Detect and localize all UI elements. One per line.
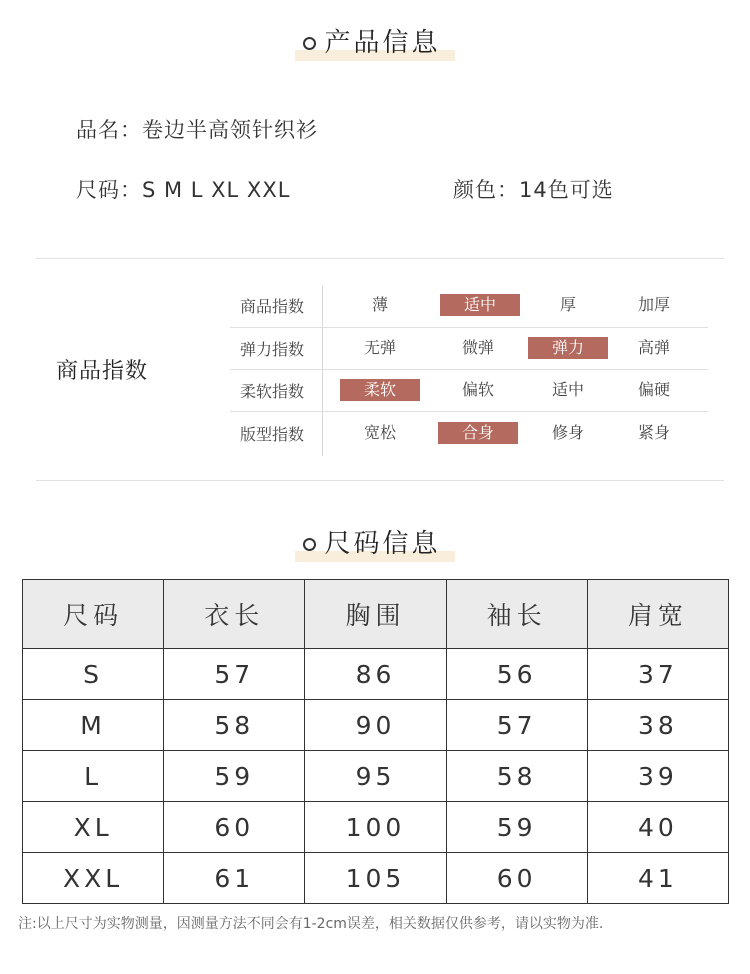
table-cell: 37 — [587, 649, 728, 700]
table-row — [23, 649, 729, 700]
index-option: 偏硬 — [637, 380, 670, 399]
product-info-heading — [0, 22, 750, 59]
index-row-label: 弹力指数 — [240, 340, 305, 359]
product-color-line — [453, 174, 614, 204]
table-cell: 39 — [587, 751, 728, 802]
index-option-selected: 弹力 — [528, 337, 608, 359]
table-row — [23, 802, 729, 853]
table-cell: 58 — [164, 700, 305, 751]
size-table-header: 肩宽 — [587, 580, 728, 649]
index-row-label: 商品指数 — [240, 297, 305, 316]
divider-top — [36, 258, 724, 259]
table-cell: S — [23, 649, 164, 700]
table-cell: 56 — [446, 649, 587, 700]
index-option: 薄 — [371, 295, 388, 314]
index-option: 微弹 — [461, 338, 494, 357]
size-table-header: 衣长 — [164, 580, 305, 649]
index-option: 无弹 — [363, 338, 396, 357]
product-size-label: 尺码： — [76, 178, 142, 202]
circle-icon — [303, 538, 316, 551]
table-cell: 60 — [446, 853, 587, 904]
index-row — [230, 284, 708, 326]
index-section-title: 商品指数 — [56, 359, 149, 384]
index-row — [230, 327, 708, 369]
table-cell: 105 — [305, 853, 446, 904]
size-table-header: 袖长 — [446, 580, 587, 649]
index-row-label: 柔软指数 — [240, 382, 305, 401]
table-cell: 38 — [587, 700, 728, 751]
product-color-value: 14色可选 — [519, 178, 614, 202]
table-cell: 90 — [305, 700, 446, 751]
product-size-line — [76, 174, 290, 204]
product-name-value: 卷边半高领针织衫 — [142, 118, 318, 142]
table-cell: 40 — [587, 802, 728, 853]
divider-bottom — [36, 480, 724, 481]
index-option: 加厚 — [637, 295, 670, 314]
index-option-selected: 合身 — [438, 422, 518, 444]
table-cell: L — [23, 751, 164, 802]
size-info-heading — [0, 523, 750, 560]
table-row — [23, 700, 729, 751]
table-row — [23, 853, 729, 904]
product-name-line — [76, 114, 318, 144]
product-name-label: 品名： — [76, 118, 142, 142]
measurement-note: 注:以上尺寸为实物测量，因测量方法不同会有1-2cm误差，相关数据仅供参考，请以实物为准. — [18, 916, 604, 932]
product-color-label: 颜色： — [453, 178, 519, 202]
circle-icon — [303, 37, 316, 50]
table-cell: 41 — [587, 853, 728, 904]
index-option: 紧身 — [637, 423, 670, 442]
index-option-selected: 柔软 — [340, 379, 420, 401]
product-info-title: 产品信息 — [324, 28, 441, 58]
table-cell: 100 — [305, 802, 446, 853]
table-cell: 57 — [446, 700, 587, 751]
size-table-header: 尺码 — [23, 580, 164, 649]
size-table-header-row — [23, 580, 729, 649]
table-cell: 95 — [305, 751, 446, 802]
index-option: 高弹 — [637, 338, 670, 357]
size-info-title: 尺码信息 — [324, 529, 441, 559]
index-option: 适中 — [551, 380, 584, 399]
table-cell: 60 — [164, 802, 305, 853]
index-row — [230, 412, 708, 454]
product-size-value: S M L XL XXL — [142, 178, 291, 202]
table-cell: 59 — [446, 802, 587, 853]
index-option: 偏软 — [461, 380, 494, 399]
table-cell: M — [23, 700, 164, 751]
table-cell: 61 — [164, 853, 305, 904]
table-row — [23, 751, 729, 802]
table-cell: 57 — [164, 649, 305, 700]
index-row-label: 版型指数 — [240, 425, 305, 444]
index-option: 厚 — [559, 295, 576, 314]
table-cell: XL — [23, 802, 164, 853]
table-cell: XXL — [23, 853, 164, 904]
size-table — [22, 579, 729, 904]
index-row — [230, 369, 708, 411]
index-option: 修身 — [551, 423, 584, 442]
index-option-selected: 适中 — [440, 294, 520, 316]
table-cell: 58 — [446, 751, 587, 802]
size-table-header: 胸围 — [305, 580, 446, 649]
index-option: 宽松 — [363, 423, 396, 442]
table-cell: 86 — [305, 649, 446, 700]
table-cell: 59 — [164, 751, 305, 802]
